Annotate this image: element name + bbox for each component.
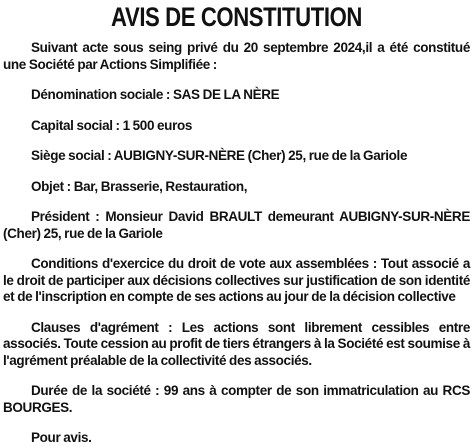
- notice-title: AVIS DE CONSTITUTION: [111, 2, 362, 32]
- conditions-paragraph: Conditions d'exercice du droit de vote aux assemblées : Tout associé a le droit de participer aux décisions collectives sur justification de son identité et de l'inscription en compte de ses actions au jour de la décision collective: [3, 256, 470, 304]
- siege-line: Siège social : AUBIGNY-SUR-NÈRE (Cher) 25, rue de la Gariole: [31, 148, 408, 163]
- closing-line: Pour avis.: [31, 430, 92, 445]
- intro-paragraph: Suivant acte sous seing privé du 20 septembre 2024,il a été constitué une Société par Actions Simplifiée :: [3, 40, 470, 72]
- duree-paragraph: Durée de la société : 99 ans à compter de son immatriculation au RCS BOURGES.: [3, 383, 470, 415]
- clauses-paragraph: Clauses d'agrément : Les actions sont librement cessibles entre associés. Toute cession au profit de tiers étrangers à la Société est soumise à l'agrément préalable de la collectivité des associés.: [3, 319, 470, 368]
- capital-line: Capital social : 1 500 euros: [31, 117, 193, 133]
- president-paragraph: Président : Monsieur David BRAULT demeurant AUBIGNY-SUR-NÈRE (Cher) 25, rue de la Gariole: [3, 209, 470, 241]
- denomination-line: Dénomination sociale : SAS DE LA NÈRE: [31, 87, 280, 102]
- objet-line: Objet : Bar, Brasserie, Restauration,: [31, 178, 248, 194]
